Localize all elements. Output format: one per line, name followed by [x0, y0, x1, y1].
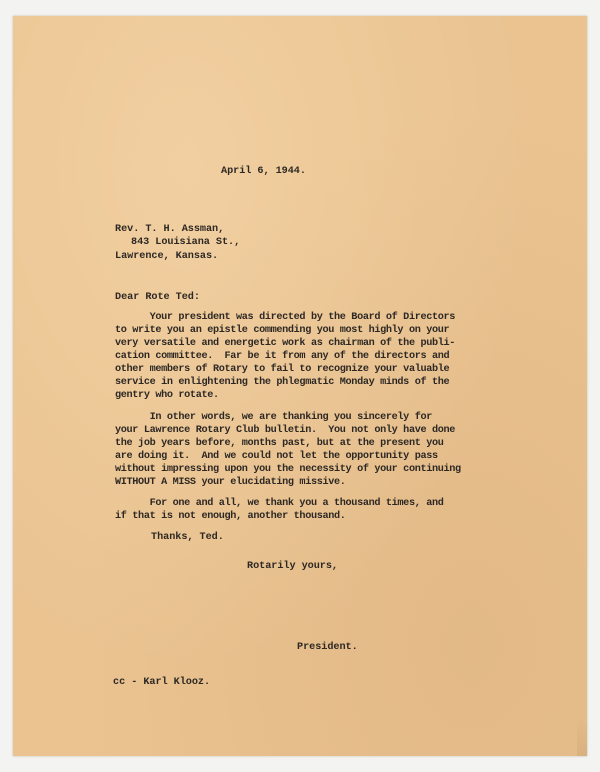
body-line: your Lawrence Rotary Club bulletin. You not only have done [115, 425, 456, 436]
body-line: In other words, we are thanking you sincerely for [115, 412, 432, 423]
complimentary-closing: Rotarily yours, [247, 561, 338, 572]
address-line: 843 Louisiana St., [131, 237, 241, 248]
body-line: service in enlightening the phlegmatic Monday minds of the [115, 377, 450, 388]
body-line: cation committee. Far be it from any of the directors and [115, 351, 450, 362]
body-line: Your president was directed by the Board of Directors [115, 312, 456, 323]
address-line: Lawrence, Kansas. [115, 251, 219, 262]
body-line: For one and all, we thank you a thousand times, and [115, 498, 444, 509]
salutation: Dear Rote Ted: [115, 292, 200, 303]
thanks-line: Thanks, Ted. [151, 532, 224, 543]
body-line: very versatile and energetic work as chairman of the publi- [115, 338, 456, 349]
body-line: other members of Rotary to fail to recognize your valuable [115, 364, 450, 375]
body-line: if that is not enough, another thousand. [115, 511, 346, 522]
cc-line: cc - Karl Klooz. [113, 677, 211, 688]
address-line: Rev. T. H. Assman, [115, 224, 225, 235]
body-line: to write you an epistle commending you most highly on your [115, 325, 450, 336]
body-line: without impressing upon you the necessity of your continuing [115, 464, 461, 475]
body-line: are doing it. And we could not let the opportunity pass [115, 451, 438, 462]
signature-title: President. [297, 642, 358, 653]
body-line: WITHOUT A MISS your elucidating missive. [115, 477, 346, 488]
letter-date: April 6, 1944. [221, 166, 306, 177]
body-line: the job years before, months past, but at the present you [115, 438, 444, 449]
body-line: gentry who rotate. [115, 390, 219, 401]
